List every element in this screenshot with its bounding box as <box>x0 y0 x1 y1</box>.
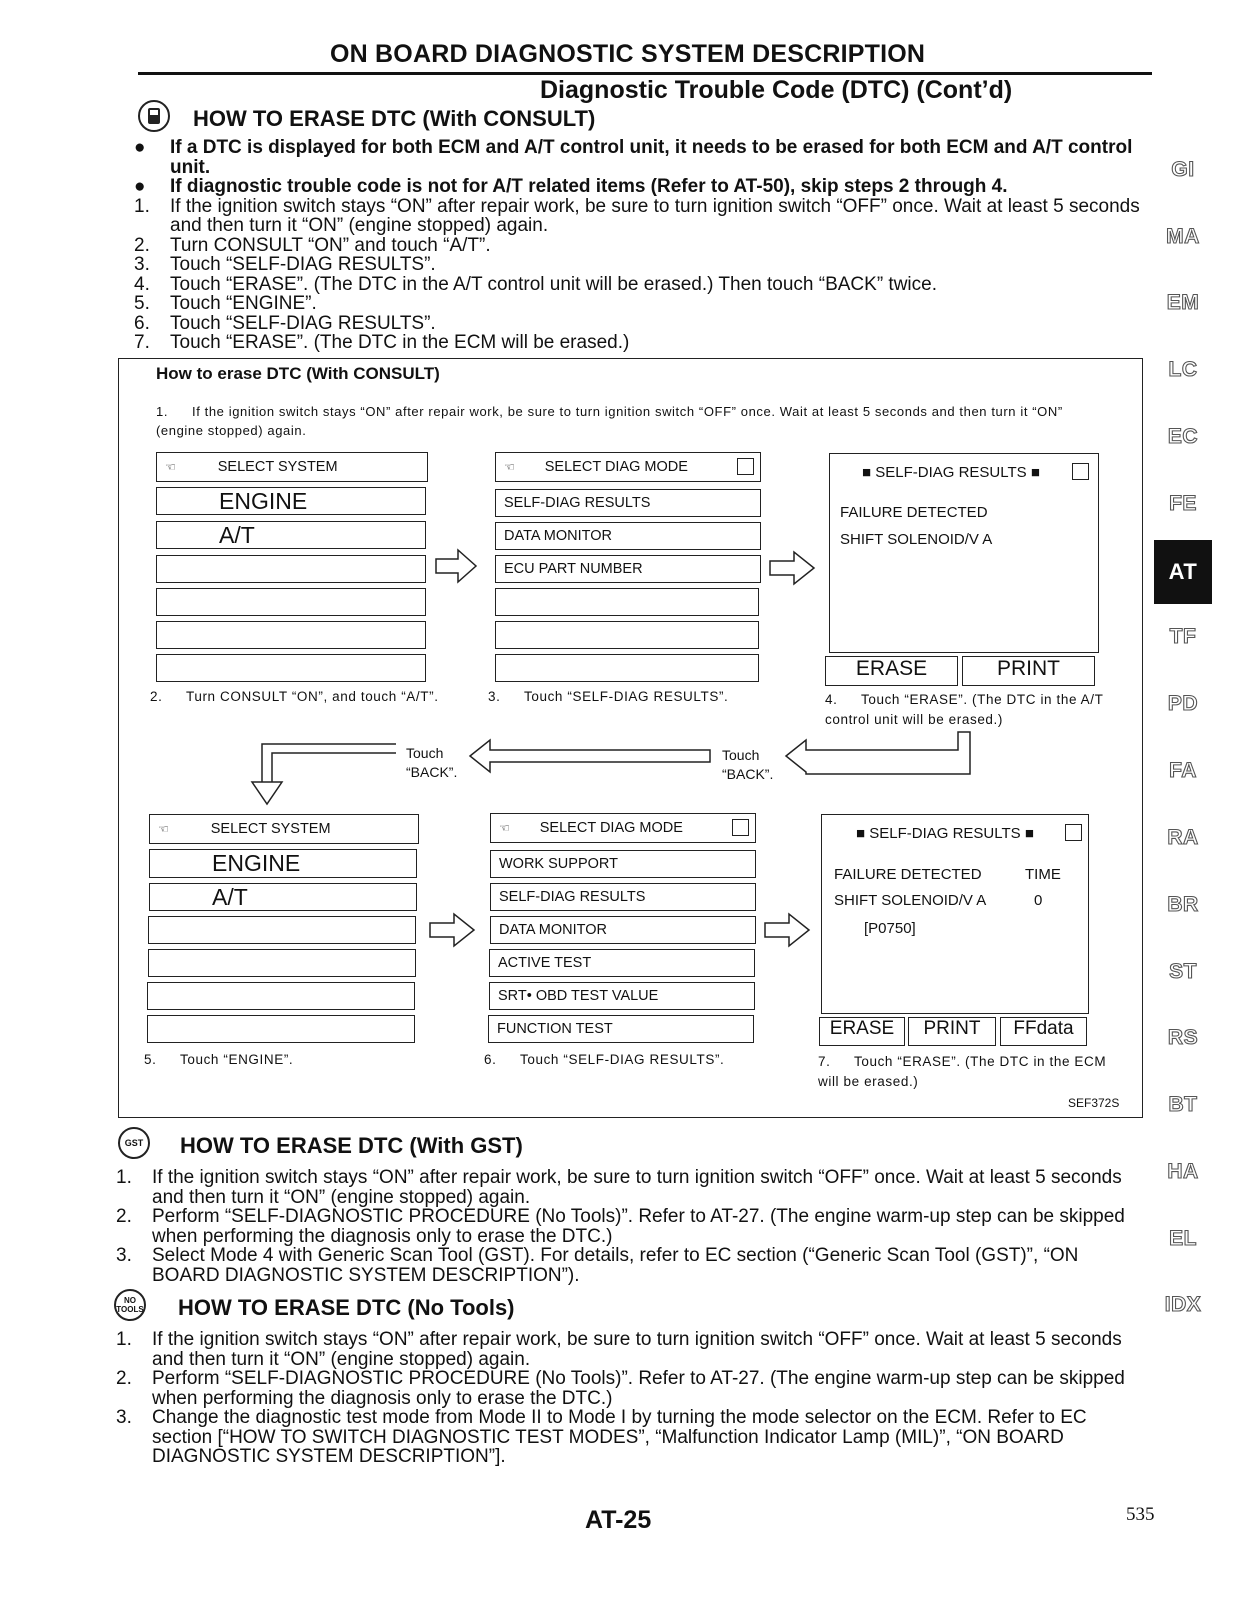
ecu-part-number-button[interactable]: ECU PART NUMBER <box>495 555 761 583</box>
tab-ma[interactable]: MA <box>1166 225 1200 248</box>
time-label: TIME <box>1025 866 1061 883</box>
ffdata-button[interactable]: FFdata <box>1000 1017 1087 1046</box>
shift-solenoid-label: SHIFT SOLENOID/V A <box>834 892 987 909</box>
page-code: AT-25 <box>585 1506 652 1534</box>
arrow-right-icon <box>768 550 816 586</box>
consult-section-title: HOW TO ERASE DTC (With CONSULT) <box>193 106 596 131</box>
tab-fa[interactable]: FA <box>1169 759 1197 782</box>
print-button[interactable]: PRINT <box>908 1017 996 1046</box>
empty-row <box>148 949 416 977</box>
dtc-code: [P0750] <box>864 920 916 937</box>
empty-row <box>156 654 426 682</box>
figure-note: 1. If the ignition switch stays “ON” after repair work, be sure to turn ignition switch “OFF” once. Wait at least 5 seconds and then turn it “ON” (engine stopped) again. <box>156 404 1063 438</box>
srt-obd-test-value-button[interactable]: SRT• OBD TEST VALUE <box>489 982 755 1010</box>
empty-row <box>148 916 416 944</box>
caption-step-4: 4. Touch “ERASE”. (The DTC in the A/T control unit will be erased.) <box>825 692 1104 727</box>
failure-detected-label: FAILURE DETECTED <box>834 866 982 883</box>
list-item: 1. If the ignition switch stays “ON” after repair work, be sure to turn ignition switch “OFF” once. Wait at least 5 seconds and then turn it “ON” (engine stopped) again. <box>116 1167 1122 1208</box>
select-diag-mode-header: ☜ SELECT DIAG MODE <box>495 452 761 482</box>
tab-fe[interactable]: FE <box>1169 492 1197 515</box>
page-subtitle: Diagnostic Trouble Code (DTC) (Cont’d) <box>540 76 1013 104</box>
results-panel <box>829 453 1099 653</box>
list-item: 2. Perform “SELF-DIAGNOSTIC PROCEDURE (No Tools)”. Refer to AT-27. (The engine warm-up step can be skipped when performing the diagnosis only to erase the DTC.) <box>116 1368 1125 1409</box>
arrow-right-icon <box>428 912 476 948</box>
tab-at[interactable]: AT <box>1154 540 1212 604</box>
tab-ha[interactable]: HA <box>1167 1160 1199 1183</box>
tab-pd[interactable]: PD <box>1167 692 1199 715</box>
empty-row <box>495 588 759 616</box>
empty-row <box>156 621 426 649</box>
list-item: 6. Touch “SELF-DIAG RESULTS”. <box>134 312 436 334</box>
arrow-right-icon <box>763 912 811 948</box>
list-item: 5. Touch “ENGINE”. <box>134 293 317 314</box>
caption-step-7: 7. Touch “ERASE”. (The DTC in the ECM will be erased.) <box>818 1054 1107 1089</box>
tab-br[interactable]: BR <box>1167 893 1199 916</box>
checkbox[interactable] <box>732 819 749 836</box>
consult-icon <box>138 100 170 132</box>
erase-button[interactable]: ERASE <box>819 1017 905 1046</box>
empty-row <box>495 654 759 682</box>
empty-row <box>156 555 426 583</box>
figure-id: SEF372S <box>1068 1096 1120 1110</box>
caption-step-6: 6. Touch “SELF-DIAG RESULTS”. <box>484 1052 725 1067</box>
gst-instructions <box>100 1168 1140 1285</box>
shift-solenoid-label: SHIFT SOLENOID/V A <box>840 531 993 548</box>
page-number: 535 <box>1126 1504 1155 1525</box>
results-title: ■ SELF-DIAG RESULTS ■ <box>862 464 1040 481</box>
time-value: 0 <box>1034 892 1043 909</box>
list-item: ● If a DTC is displayed for both ECM and A/T control unit, it needs to be erased for both ECM and A/T control unit. <box>134 137 1133 178</box>
tab-em[interactable]: EM <box>1166 291 1200 314</box>
self-diag-results-button[interactable]: SELF-DIAG RESULTS <box>495 489 761 517</box>
print-button[interactable]: PRINT <box>962 656 1095 686</box>
gst-icon: GST <box>118 1127 150 1159</box>
tab-idx[interactable]: IDX <box>1164 1293 1202 1316</box>
tab-ra[interactable]: RA <box>1167 826 1199 849</box>
results-panel <box>821 814 1089 1014</box>
engine-button[interactable]: ENGINE <box>149 849 417 878</box>
tab-bt[interactable]: BT <box>1168 1093 1198 1116</box>
hand-icon: ☜ <box>499 821 510 835</box>
touch-back-label-2: Touch “BACK”. <box>722 747 774 782</box>
checkbox[interactable] <box>1072 463 1089 480</box>
list-item: 1. If the ignition switch stays “ON” after repair work, be sure to turn ignition switch “OFF” once. Wait at least 5 seconds and then turn it “ON” (engine stopped) again. <box>134 195 1140 236</box>
active-test-button[interactable]: ACTIVE TEST <box>489 949 755 977</box>
touch-back-label-1: Touch “BACK”. <box>406 745 458 780</box>
list-item: 4. Touch “ERASE”. (The DTC in the A/T control unit will be erased.) Then touch “BACK” twice. <box>134 273 937 295</box>
list-item: ● If diagnostic trouble code is not for A/T related items (Refer to AT-50), skip steps 2 through 4. <box>134 176 1008 197</box>
at-button[interactable]: A/T <box>156 521 426 549</box>
checkbox[interactable] <box>737 458 754 475</box>
list-item: 2. Turn CONSULT “ON” and touch “A/T”. <box>134 234 491 256</box>
gst-section-title: HOW TO ERASE DTC (With GST) <box>180 1133 523 1158</box>
self-diag-results-button[interactable]: SELF-DIAG RESULTS <box>490 883 756 911</box>
hand-icon: ☜ <box>504 460 515 474</box>
list-item: 3. Touch “SELF-DIAG RESULTS”. <box>134 254 436 275</box>
select-diag-mode-header: ☜ SELECT DIAG MODE <box>490 813 756 843</box>
hand-icon: ☜ <box>158 822 169 836</box>
consult-instructions <box>118 138 1158 353</box>
tab-rs[interactable]: RS <box>1167 1026 1199 1049</box>
list-item: 2. Perform “SELF-DIAGNOSTIC PROCEDURE (No Tools)”. Refer to AT-27. (The engine warm-up step can be skipped when performing the diagnosis only to erase the DTC.) <box>116 1206 1125 1247</box>
list-item: 3. Select Mode 4 with Generic Scan Tool (GST). For details, refer to EC section (“Generic Scan Tool (GST)”, “ON BOARD DIAGNOSTIC SYSTEM DESCRIPTION”). <box>116 1245 1079 1286</box>
empty-row <box>495 621 759 649</box>
data-monitor-button[interactable]: DATA MONITOR <box>495 522 761 550</box>
list-item: 7. Touch “ERASE”. (The DTC in the ECM will be erased.) <box>134 332 630 353</box>
tab-lc[interactable]: LC <box>1168 358 1198 381</box>
caption-step-5: 5. Touch “ENGINE”. <box>144 1052 294 1067</box>
empty-row <box>156 588 426 616</box>
caption-step-3: 3. Touch “SELF-DIAG RESULTS”. <box>488 689 729 704</box>
at-button[interactable]: A/T <box>149 883 417 911</box>
checkbox[interactable] <box>1065 824 1082 841</box>
caption-step-2: 2. Turn CONSULT “ON”, and touch “A/T”. <box>150 689 439 704</box>
erase-button[interactable]: ERASE <box>825 656 958 686</box>
work-support-button[interactable]: WORK SUPPORT <box>490 850 756 878</box>
hand-icon: ☜ <box>165 460 176 474</box>
arrow-right-icon <box>434 548 478 584</box>
back-flow-arrows <box>250 730 990 810</box>
function-test-button[interactable]: FUNCTION TEST <box>488 1015 754 1043</box>
no-tools-section-title: HOW TO ERASE DTC (No Tools) <box>178 1295 515 1320</box>
figure-title: How to erase DTC (With CONSULT) <box>156 364 440 383</box>
select-system-header: ☜ SELECT SYSTEM <box>149 814 419 844</box>
empty-row <box>147 1015 415 1043</box>
empty-row <box>147 982 415 1010</box>
tab-tf[interactable]: TF <box>1169 625 1197 648</box>
tab-gi[interactable]: GI <box>1171 158 1195 181</box>
page-header-title: ON BOARD DIAGNOSTIC SYSTEM DESCRIPTION <box>330 40 926 68</box>
engine-button[interactable]: ENGINE <box>156 487 426 515</box>
no-tools-icon: NO TOOLS <box>114 1289 146 1321</box>
tab-el[interactable]: EL <box>1169 1227 1197 1250</box>
tab-st[interactable]: ST <box>1169 960 1197 983</box>
list-item: 3. Change the diagnostic test mode from Mode II to Mode I by turning the mode selector on the ECM. Refer to EC section [“HOW TO SWITCH DIAGNOSTIC TEST MODES”, “Malfunction Indicator Lamp (MIL)”, “ON BOARD DIAGNOSTIC SYSTEM DESCRIPTION”]. <box>116 1407 1087 1467</box>
tab-ec[interactable]: EC <box>1167 425 1199 448</box>
select-system-header: ☜ SELECT SYSTEM <box>156 452 428 482</box>
no-tools-instructions <box>100 1330 1140 1467</box>
header-rule <box>138 72 1152 75</box>
list-item: 1. If the ignition switch stays “ON” after repair work, be sure to turn ignition switch “OFF” once. Wait at least 5 seconds and then turn it “ON” (engine stopped) again. <box>116 1329 1122 1370</box>
failure-detected-label: FAILURE DETECTED <box>840 504 988 521</box>
data-monitor-button[interactable]: DATA MONITOR <box>490 916 756 944</box>
results-title: ■ SELF-DIAG RESULTS ■ <box>856 825 1034 842</box>
